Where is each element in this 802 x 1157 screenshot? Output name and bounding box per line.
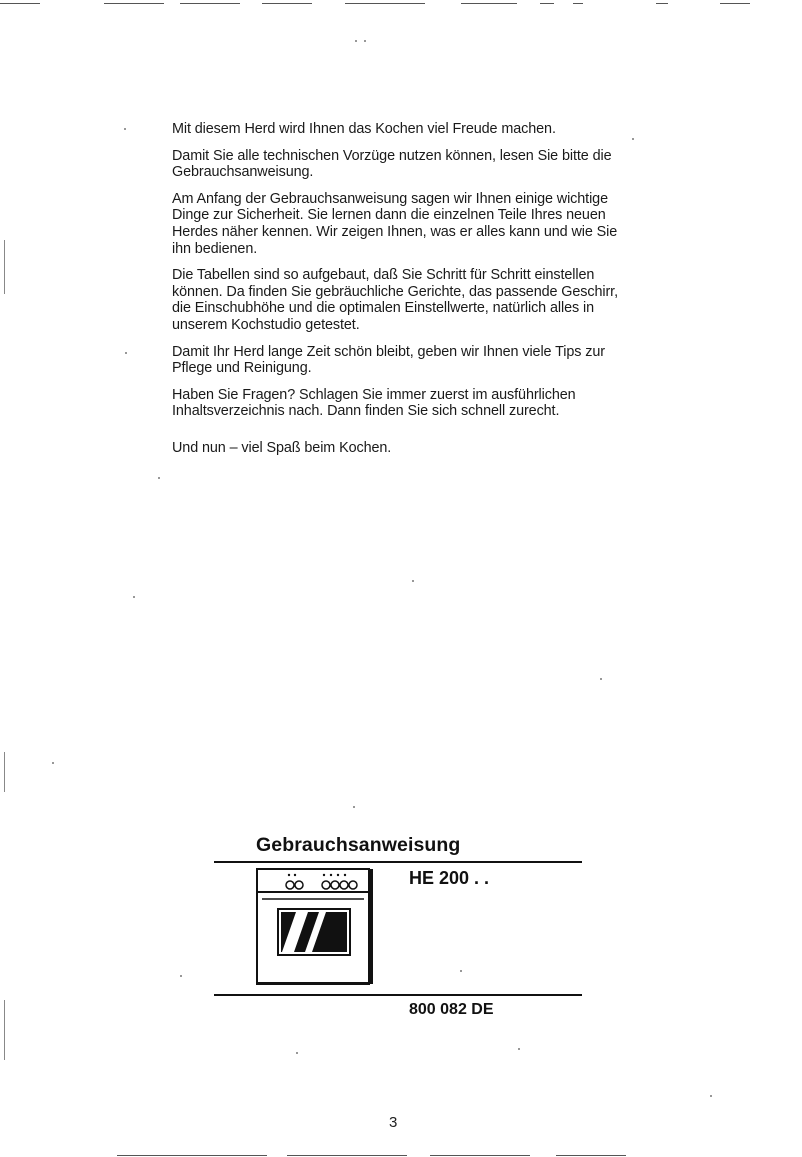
document-title: Gebrauchsanweisung xyxy=(256,834,461,856)
scan-speck xyxy=(412,580,414,582)
intro-paragraph: Die Tabellen sind so aufgebaut, daß Sie Schritt für Schritt einstellen können. Da finden Sie gebräuchliche Gerichte, das passende Geschirr, die Einschubhöhe und die optimalen Einstellwerte, natürlich alles in unserem Kochstudio getestet. xyxy=(172,267,618,333)
scan-speck xyxy=(632,138,634,140)
title-rule-bottom xyxy=(214,994,582,996)
model-number: HE 200 . . xyxy=(409,868,490,888)
scan-edge-top xyxy=(720,3,750,4)
page-number: 3 xyxy=(389,1114,398,1131)
scan-speck xyxy=(125,352,127,354)
title-rule-top xyxy=(214,861,582,863)
scan-edge-top xyxy=(461,3,517,4)
scan-edge-bottom xyxy=(287,1155,407,1156)
intro-paragraph: Damit Sie alle technischen Vorzüge nutzen können, lesen Sie bitte die Gebrauchsanweisung. xyxy=(172,147,612,181)
intro-text xyxy=(172,121,620,467)
scan-edge-top xyxy=(573,3,583,4)
scan-edge-top xyxy=(0,3,40,4)
intro-paragraph: Damit Ihr Herd lange Zeit schön bleibt, geben wir Ihnen viele Tips zur Pflege und Reinigung. xyxy=(172,343,605,377)
scan-edge-bottom xyxy=(430,1155,530,1156)
scan-speck xyxy=(364,40,366,42)
scan-speck xyxy=(518,1048,520,1050)
scan-edge-top xyxy=(104,3,164,4)
scan-edge-left xyxy=(4,240,5,294)
scan-speck xyxy=(124,128,126,130)
scan-edge-bottom xyxy=(556,1155,626,1156)
scan-edge-left xyxy=(4,1000,5,1060)
document-number: 800 082 DE xyxy=(409,1001,494,1018)
scan-speck xyxy=(460,970,462,972)
scan-edge-top xyxy=(540,3,554,4)
scan-speck xyxy=(600,678,602,680)
scan-edge-bottom xyxy=(117,1155,267,1156)
scan-edge-left xyxy=(4,752,5,792)
intro-paragraph: Mit diesem Herd wird Ihnen das Kochen viel Freude machen. xyxy=(172,121,556,137)
closing-line: Und nun – viel Spaß beim Kochen. xyxy=(172,439,392,456)
scan-edge-top xyxy=(180,3,240,4)
scan-speck xyxy=(710,1095,712,1097)
scan-speck xyxy=(158,477,160,479)
scan-speck xyxy=(133,596,135,598)
scan-edge-top xyxy=(345,3,425,4)
oven-icon xyxy=(256,866,374,991)
intro-paragraph: Haben Sie Fragen? Schlagen Sie immer zuerst im ausführlichen Inhaltsverzeichnis nach. Dann finden Sie sich schnell zurecht. xyxy=(172,386,576,420)
intro-paragraph: Am Anfang der Gebrauchsanweisung sagen wir Ihnen einige wichtige Dinge zur Sicherheit. Sie lernen dann die einzelnen Teile Ihres neuen Herdes näher kennen. Wir zeigen Ihnen, was er alles kann und wie Sie ihn bedienen. xyxy=(172,190,618,257)
scan-edge-top xyxy=(656,3,668,4)
scan-speck xyxy=(180,975,182,977)
scan-edge-top xyxy=(262,3,312,4)
scan-speck xyxy=(52,762,54,764)
scan-speck xyxy=(296,1052,298,1054)
scan-speck xyxy=(353,806,355,808)
scan-speck xyxy=(355,40,357,42)
